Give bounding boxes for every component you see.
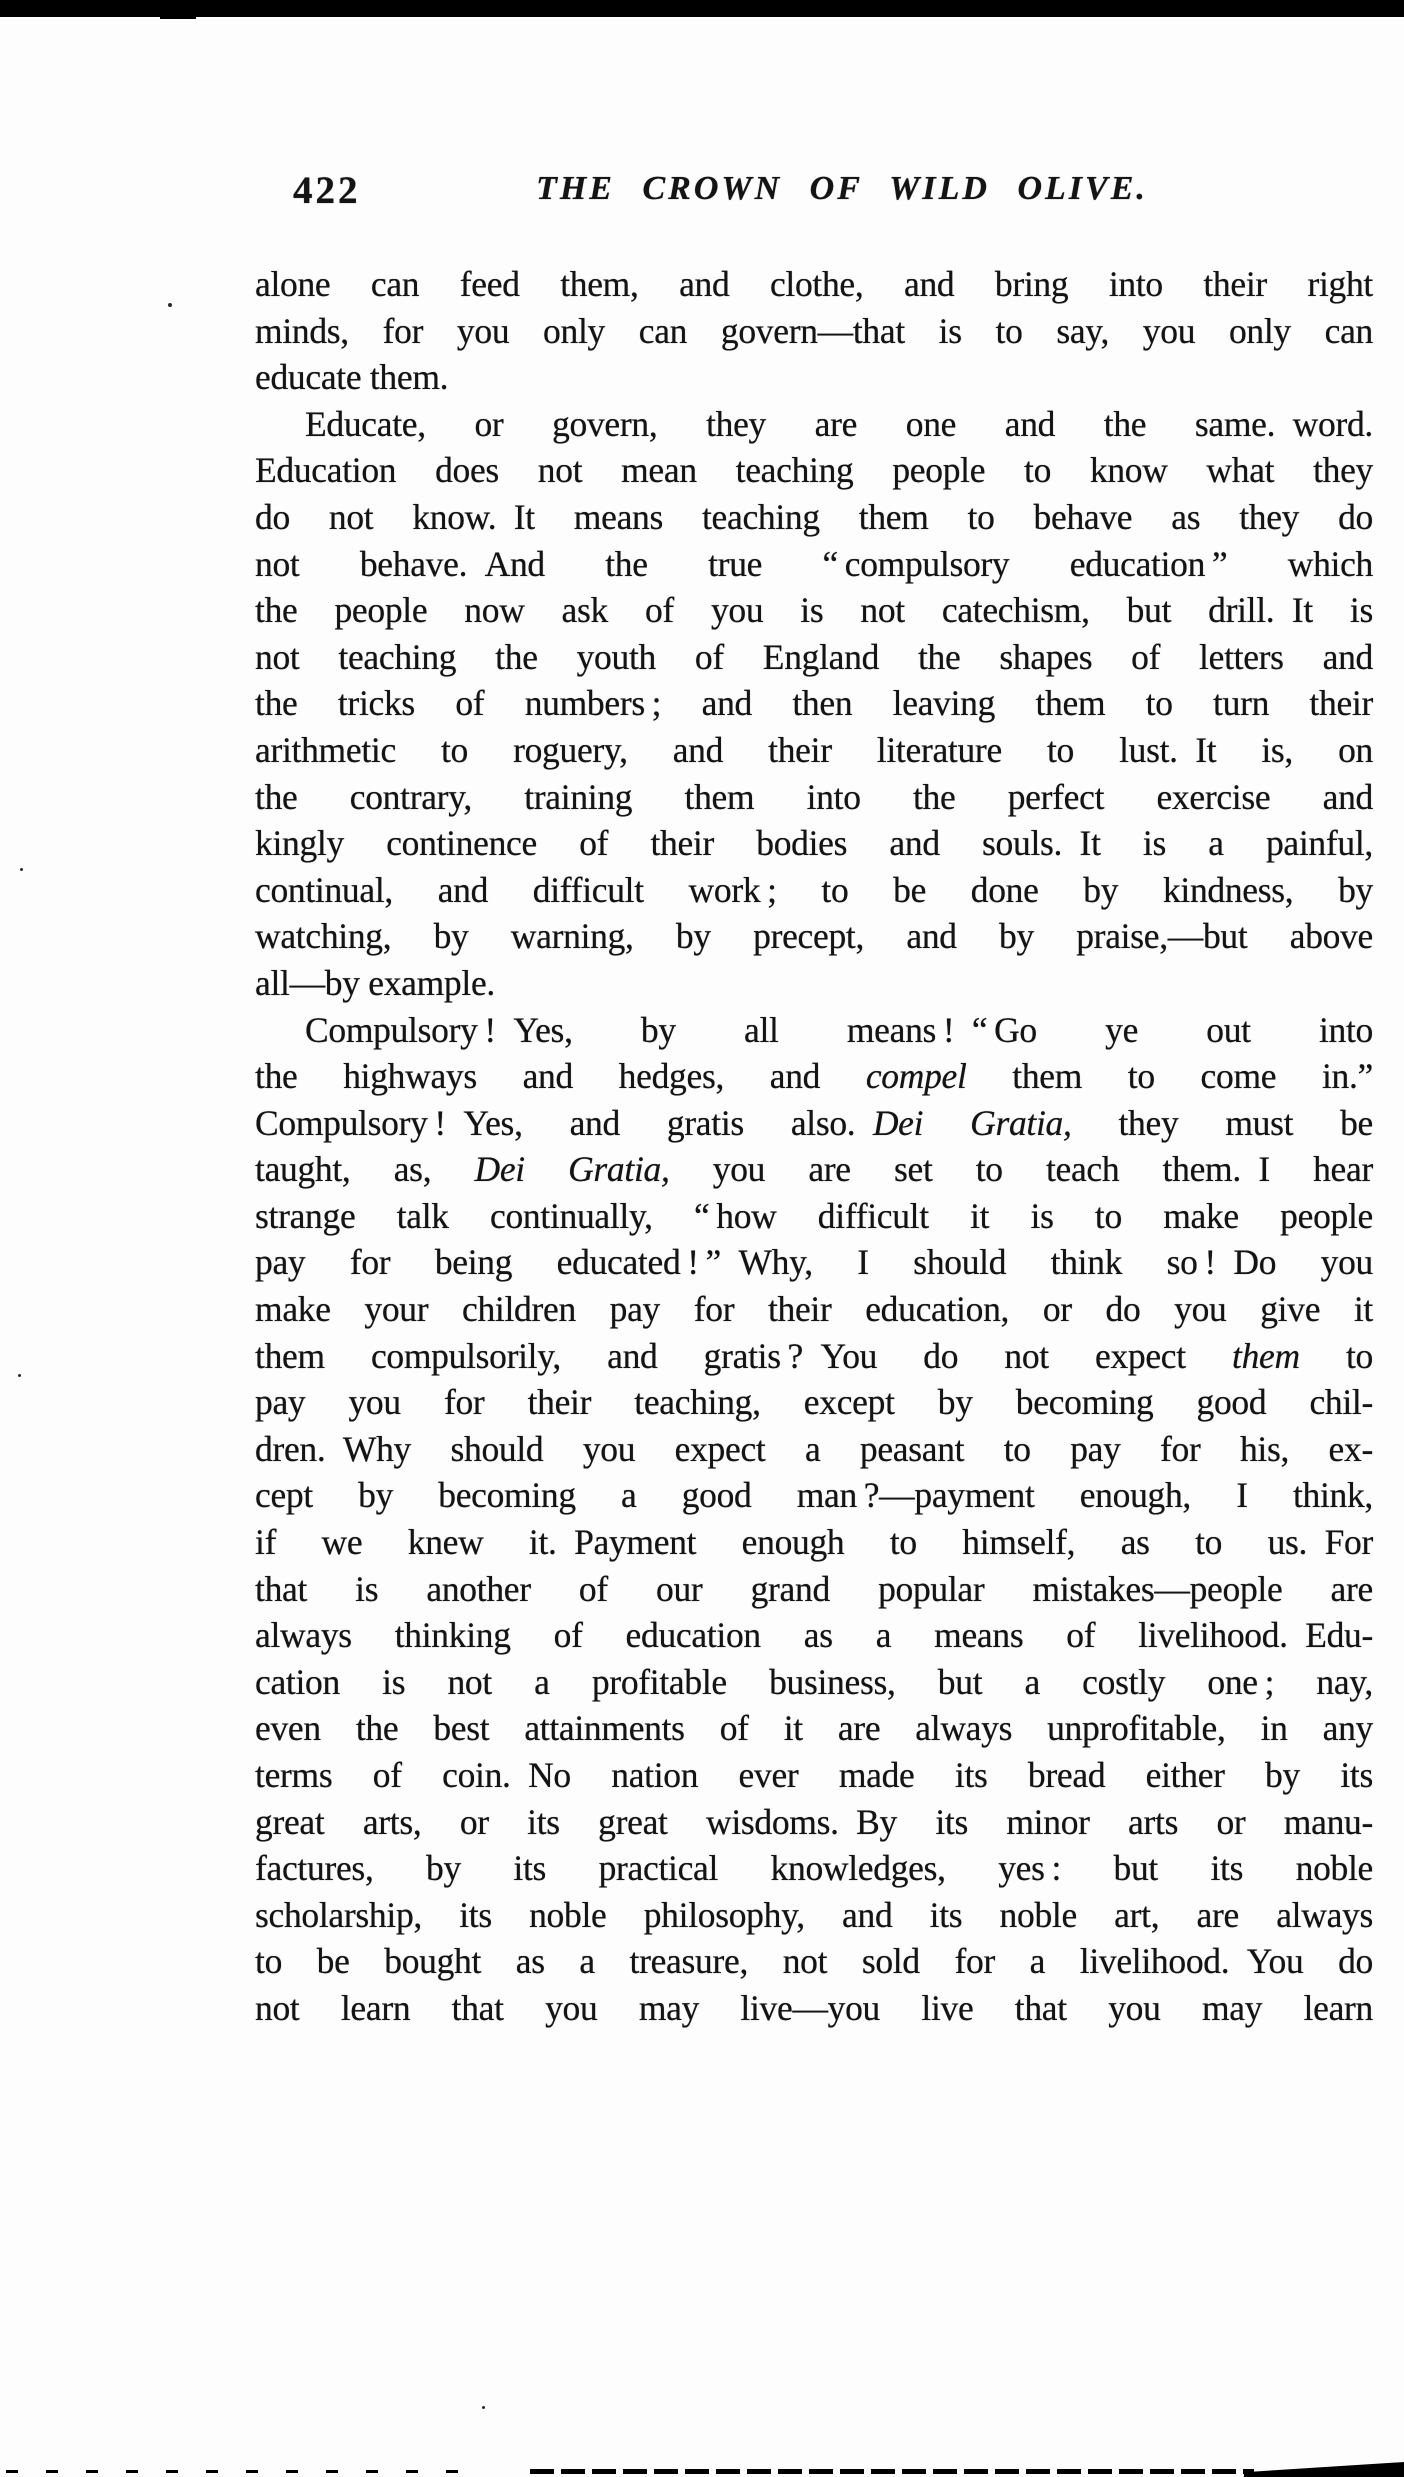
page-text <box>255 261 1373 2032</box>
text-segment: they must be <box>1071 1102 1373 1143</box>
page-number: 422 <box>293 169 361 212</box>
italic-text: Dei Gratia, <box>474 1149 670 1190</box>
text-line <box>255 1845 1373 1892</box>
text-line <box>255 1799 1373 1846</box>
text-segment: all—by example. <box>255 962 495 1003</box>
text-segment: not learn that you may live—you live that you may learn <box>255 1987 1373 2028</box>
text-line <box>255 774 1373 821</box>
text-line <box>255 1566 1373 1613</box>
text-segment: always thinking of education as a means of livelihood. Edu- <box>255 1615 1373 1656</box>
text-line <box>255 1985 1373 2032</box>
text-line <box>255 1007 1373 1054</box>
text-segment: the people now ask of you is not catechism, but drill. It is <box>255 590 1373 631</box>
text-line <box>255 1146 1373 1193</box>
text-line <box>255 1938 1373 1985</box>
text-segment: minds, for you only can govern—that is to say, you only can <box>255 310 1373 351</box>
text-line <box>255 1286 1373 1333</box>
text-line <box>255 1239 1373 1286</box>
text-line <box>255 1612 1373 1659</box>
text-line <box>255 1193 1373 1240</box>
text-line <box>255 820 1373 867</box>
text-segment: strange talk continually, “ how difficult it is to make people <box>255 1195 1373 1236</box>
text-segment: if we knew it. Payment enough to himself, as to us. For <box>255 1522 1373 1563</box>
text-segment: them to come in.” <box>966 1056 1373 1097</box>
text-line <box>255 587 1373 634</box>
scan-edge-bottom <box>530 2469 1254 2474</box>
text-segment: you are set to teach them. I hear <box>669 1149 1373 1190</box>
text-segment: make your children pay for their education, or do you give it <box>255 1289 1373 1330</box>
scan-edge-top <box>0 0 1404 17</box>
text-segment: Compulsory ! Yes, by all means ! “ Go ye out into <box>305 1009 1373 1050</box>
text-segment: even the best attainments of it are always unprofitable, in any <box>255 1708 1373 1749</box>
scan-edge-bottom <box>6 2470 474 2473</box>
text-segment: not behave. And the true “ compulsory education ” which <box>255 543 1373 584</box>
text-line <box>255 494 1373 541</box>
text-segment: cation is not a profitable business, but a costly one ; nay, <box>255 1661 1373 1702</box>
scan-speck <box>20 868 23 871</box>
text-line <box>255 354 1373 401</box>
text-line <box>255 1100 1373 1147</box>
text-segment: taught, as, <box>255 1149 475 1190</box>
text-segment: them compulsorily, and gratis ? You do not expect <box>255 1335 1232 1376</box>
text-line <box>255 1659 1373 1706</box>
text-segment: not teaching the youth of England the shapes of letters and <box>255 636 1373 677</box>
text-segment: cept by becoming a good man ?—payment enough, I think, <box>255 1475 1373 1516</box>
text-segment: do not know. It means teaching them to behave as they do <box>255 496 1373 537</box>
text-segment: continual, and difficult work ; to be done by kindness, by <box>255 869 1373 910</box>
text-segment: to be bought as a treasure, not sold for a livelihood. You do <box>255 1941 1373 1982</box>
page-header <box>255 166 1373 212</box>
text-segment: the tricks of numbers ; and then leaving them to turn their <box>255 683 1373 724</box>
running-title: THE CROWN OF WILD OLIVE. <box>536 170 1148 207</box>
text-segment: Compulsory ! Yes, and gratis also. <box>255 1102 873 1143</box>
text-line <box>255 634 1373 681</box>
text-segment: that is another of our grand popular mistakes—people are <box>255 1568 1373 1609</box>
text-segment: arithmetic to roguery, and their literature to lust. It is, on <box>255 729 1373 770</box>
text-line <box>255 1333 1373 1380</box>
text-line <box>255 261 1373 308</box>
text-line <box>255 308 1373 355</box>
text-line <box>255 727 1373 774</box>
text-line <box>255 1472 1373 1519</box>
text-segment: dren. Why should you expect a peasant to pay for his, ex- <box>255 1428 1373 1469</box>
text-segment: kingly continence of their bodies and souls. It is a painful, <box>255 823 1373 864</box>
italic-text: compel <box>865 1056 967 1097</box>
scan-speck <box>168 303 172 307</box>
scan-speck <box>18 1374 21 1377</box>
text-line <box>255 447 1373 494</box>
text-segment: Educate, or govern, they are one and the same. word. <box>305 403 1373 444</box>
text-line <box>255 401 1373 448</box>
text-segment: educate them. <box>255 357 449 398</box>
text-line <box>255 1426 1373 1473</box>
text-line <box>255 960 1373 1007</box>
italic-text: Dei Gratia, <box>872 1102 1072 1143</box>
text-segment: watching, by warning, by precept, and by praise,—but above <box>255 916 1373 957</box>
text-segment: the highways and hedges, and <box>255 1056 866 1097</box>
text-segment: to <box>1299 1335 1373 1376</box>
text-line <box>255 1892 1373 1939</box>
text-line <box>255 1379 1373 1426</box>
text-segment: the contrary, training them into the perfect exercise and <box>255 776 1373 817</box>
text-segment: great arts, or its great wisdoms. By its minor arts or manu- <box>255 1801 1373 1842</box>
text-segment: alone can feed them, and clothe, and bring into their right <box>255 264 1373 304</box>
text-segment: pay you for their teaching, except by becoming good chil- <box>255 1382 1373 1423</box>
italic-text: them <box>1232 1335 1300 1376</box>
text-line <box>255 1705 1373 1752</box>
text-line <box>255 867 1373 914</box>
text-segment: pay for being educated ! ” Why, I should think so ! Do you <box>255 1242 1373 1283</box>
text-segment: Education does not mean teaching people to know what they <box>255 450 1373 491</box>
text-line <box>255 1519 1373 1566</box>
scan-speck <box>482 2406 485 2409</box>
scan-edge-bottom <box>1244 2462 1404 2477</box>
text-line <box>255 541 1373 588</box>
text-segment: factures, by its practical knowledges, yes : but its noble <box>255 1848 1373 1889</box>
text-line <box>255 913 1373 960</box>
text-line <box>255 1053 1373 1100</box>
text-segment: scholarship, its noble philosophy, and its noble art, are always <box>255 1894 1373 1935</box>
text-segment: terms of coin. No nation ever made its bread either by its <box>255 1755 1373 1795</box>
text-line <box>255 680 1373 727</box>
text-line <box>255 1752 1373 1799</box>
